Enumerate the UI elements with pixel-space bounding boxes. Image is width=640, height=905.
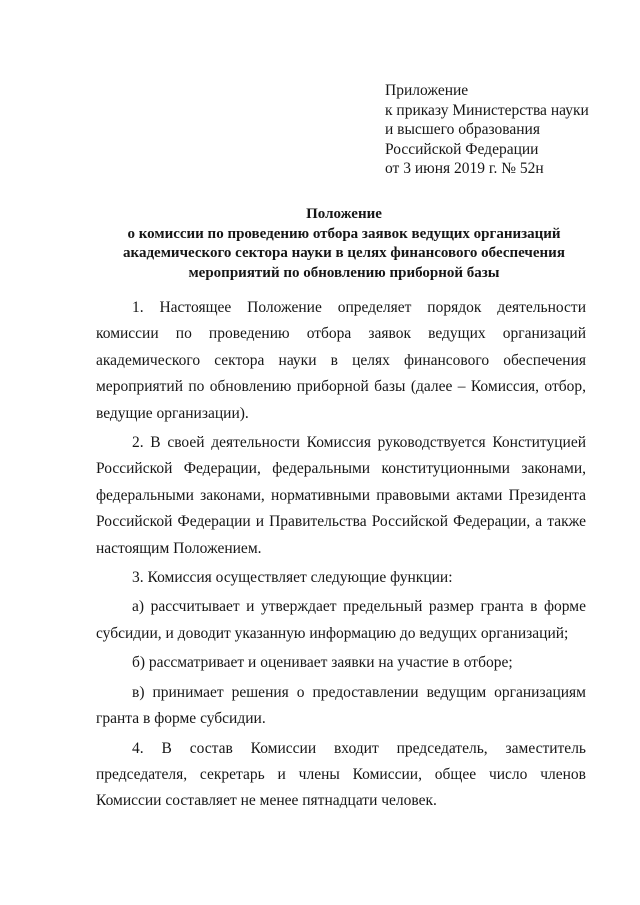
paragraph-3: 3. Комиссия осуществляет следующие функции: xyxy=(132,569,453,587)
title-line: о комиссии по проведению отбора заявок ведущих организаций xyxy=(127,225,561,242)
appendix-line: Приложение xyxy=(385,82,469,99)
title-line: академического сектора науки в целях финансового обеспечения xyxy=(123,245,565,261)
appendix-line: и высшего образования xyxy=(385,121,540,138)
document-body xyxy=(96,295,586,815)
title-line: мероприятий по обновлению приборной базы xyxy=(188,264,500,281)
paragraph-2: 2. В своей деятельности Комиссия руководствуется Конституцией Российской Федерации, федеральными конституционными законами, федеральными законами, нормативными правовыми актами Президента Российской Федерации и Правительства Российской Федерации, а также настоящим Положением. xyxy=(96,434,586,557)
appendix-block xyxy=(385,81,625,179)
paragraph-3b: б) рассматривает и оценивает заявки на участие в отборе; xyxy=(132,654,513,672)
paragraph-1: 1. Настоящее Положение определяет порядок деятельности комиссии по проведению отбора заявок ведущих организаций академического сектора науки в целях финансового обеспечения мероприятий по обновлению приборной базы (далее – Комиссия, отбор, ведущие организации). xyxy=(96,299,586,422)
appendix-line: к приказу Министерства науки xyxy=(385,101,589,119)
paragraph-3a: а) рассчитывает и утверждает предельный размер гранта в форме субсидии, и доводит указанную информацию до ведущих организаций; xyxy=(96,598,586,642)
title-line: Положение xyxy=(306,206,382,222)
paragraph-3c: в) принимает решения о предоставлении ведущим организациям гранта в форме субсидии. xyxy=(96,683,586,728)
appendix-line: от 3 июня 2019 г. № 52н xyxy=(385,160,544,177)
appendix-line: Российской Федерации xyxy=(385,140,539,158)
paragraph-4: 4. В состав Комиссии входит председатель, заместитель председателя, секретарь и члены Комиссии, общее число членов Комиссии составляет не менее пятнадцати человек. xyxy=(96,739,586,810)
document-title xyxy=(96,205,592,283)
